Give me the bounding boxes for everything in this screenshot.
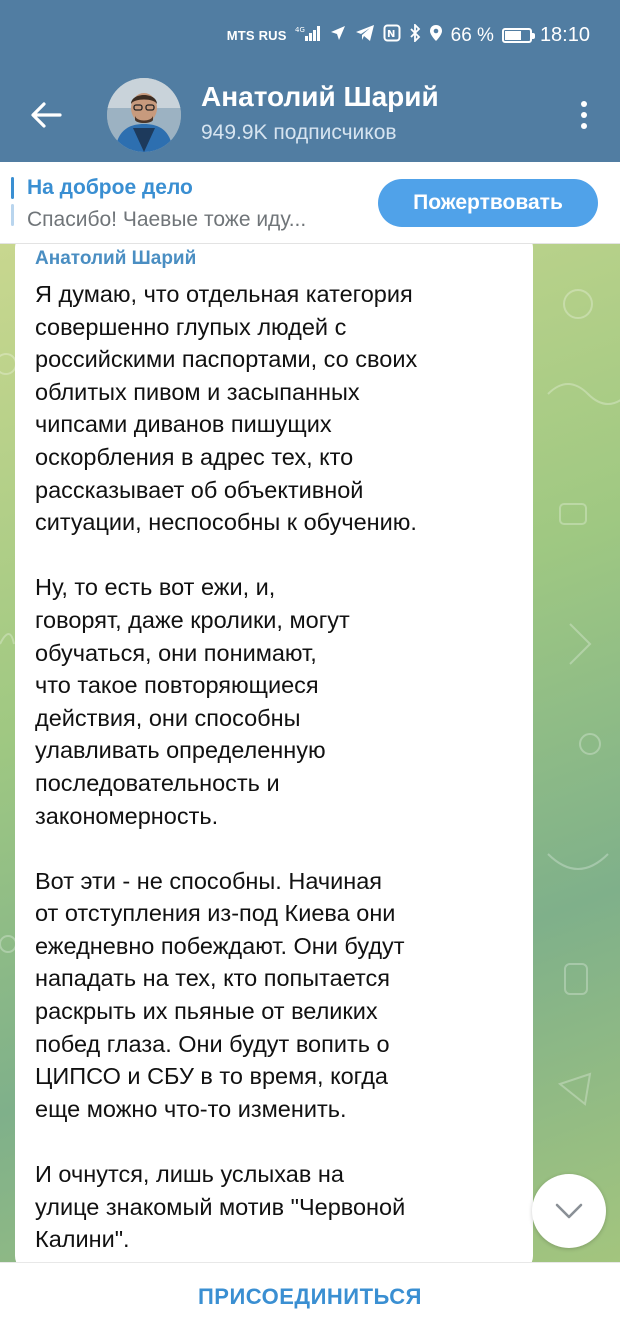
status-bar (0, 0, 620, 75)
message-line: от отступления из-под Киева они (35, 900, 396, 927)
message-paragraph (35, 571, 515, 832)
pin-indicator (11, 204, 14, 226)
battery-icon (502, 28, 532, 43)
more-dot (581, 123, 587, 129)
message-line: российскими паспортами, со своих (35, 346, 418, 373)
telegram-icon (355, 24, 375, 47)
scroll-down-button[interactable] (532, 1174, 606, 1248)
more-vertical-icon (581, 101, 587, 107)
pinned-text: Спасибо! Чаевые тоже иду... (27, 208, 307, 231)
message-line: улице знакомый мотив "Червоной (35, 1193, 406, 1220)
channel-title[interactable]: Анатолий Шарий (201, 81, 439, 112)
message-line: действия, они способны (35, 704, 301, 731)
message-line: последовательность и (35, 769, 280, 796)
message-line: закономерность. (35, 802, 219, 829)
message-line: обучаться, они понимают, (35, 639, 317, 666)
message-line: ежедневно побеждают. Они будут (35, 932, 405, 959)
message-line: Ну, то есть вот ежи, и, (35, 574, 276, 601)
message-line: И очнутся, лишь услыхав на (35, 1161, 344, 1188)
pinned-message[interactable] (0, 162, 620, 244)
message-paragraph (35, 1158, 515, 1256)
message-line: оскорбления в адрес тех, кто (35, 443, 354, 470)
message-line: ситуации, неспособны к обучению. (35, 509, 417, 536)
message-line: нападать на тех, кто попытается (35, 965, 390, 992)
more-dot (581, 112, 587, 118)
message-line: ЦИПСО и СБУ в то время, когда (35, 1063, 388, 1090)
location-pin-icon (429, 24, 443, 47)
message-line: Калини". (35, 1226, 130, 1253)
battery-percent: 66 % (450, 24, 494, 46)
message-line: еще можно что-то изменить. (35, 1095, 347, 1122)
signal-icon (295, 24, 321, 47)
message-text (35, 278, 515, 1262)
join-button[interactable]: ПРИСОЕДИНИТЬСЯ (197, 1283, 422, 1309)
message-line: рассказывает об объективной (35, 476, 364, 503)
arrow-left-icon (30, 101, 62, 129)
message-line: побед глаза. Они будут вопить о (35, 1030, 390, 1057)
message-line: говорят, даже кролики, могут (35, 606, 350, 633)
message-line: Вот эти - не способны. Начиная (35, 867, 383, 894)
message-line: облитых пивом и засыпанных (35, 378, 360, 405)
message-bubble[interactable] (15, 244, 533, 1262)
svg-text:N: N (386, 29, 395, 40)
message-paragraph (35, 865, 515, 1126)
message-line: что такое повторяющиеся (35, 672, 319, 699)
channel-header (0, 75, 620, 162)
pinned-title: На доброе дело (27, 176, 193, 199)
message-line: совершенно глупых людей с (35, 313, 347, 340)
message-line: улавливать определенную (35, 737, 326, 764)
chevron-down-icon (554, 1201, 584, 1221)
back-button[interactable] (22, 91, 70, 139)
chat-area[interactable] (0, 244, 620, 1262)
location-arrow-icon (329, 24, 347, 47)
donate-button[interactable]: Пожертвовать (378, 179, 598, 227)
bluetooth-icon (409, 24, 421, 47)
more-menu-button[interactable] (572, 95, 596, 135)
subscriber-count: 949.9K подписчиков (201, 121, 397, 144)
bottom-bar (0, 1262, 620, 1330)
nfc-icon (383, 24, 401, 47)
message-author[interactable]: Анатолий Шарий (35, 248, 197, 269)
svg-text:4G: 4G (294, 26, 305, 34)
carrier-label: MTS RUS (226, 28, 287, 43)
message-line: чипсами диванов пишущих (35, 411, 332, 438)
clock: 18:10 (539, 24, 590, 46)
message-line: Я думаю, что отдельная категория (35, 281, 413, 307)
message-line: раскрыть их пьяные от великих (35, 998, 378, 1025)
message-paragraph (35, 278, 515, 539)
pin-indicator (11, 177, 14, 199)
avatar[interactable] (107, 78, 181, 152)
